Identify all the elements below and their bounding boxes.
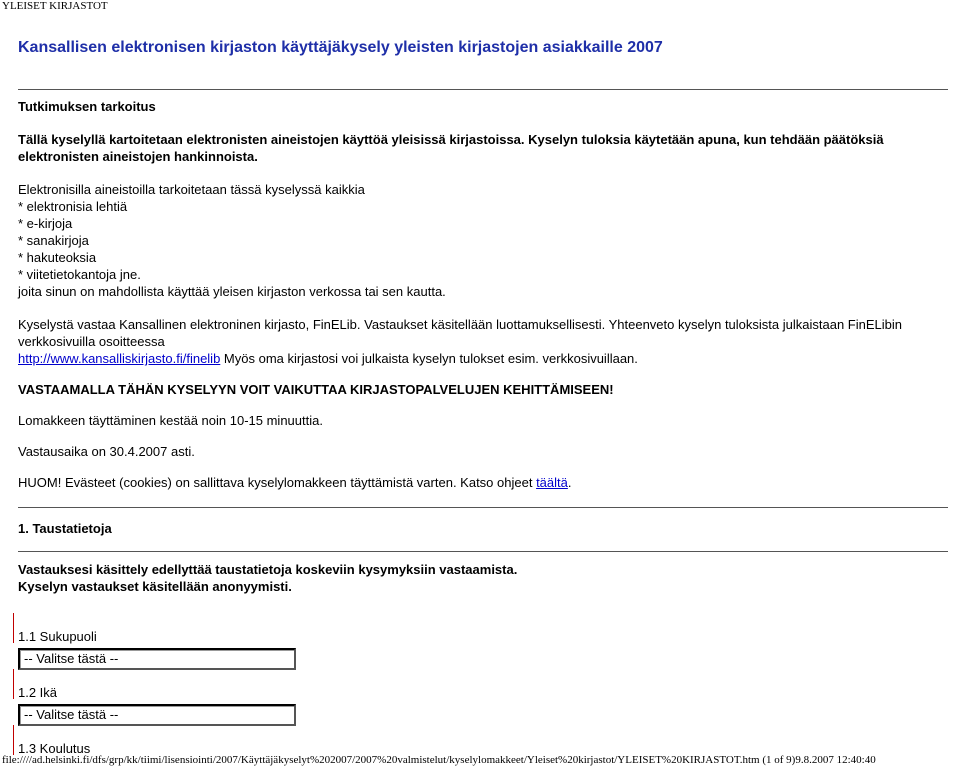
resources-outro: joita sinun on mahdollista käyttää yleisen kirjaston verkossa tai sen kautta. <box>18 284 446 299</box>
question-age <box>18 684 948 726</box>
required-marker <box>13 725 14 755</box>
cookies-link[interactable]: täältä <box>536 475 568 490</box>
survey-content <box>18 32 948 757</box>
resource-list <box>18 198 948 283</box>
duration-text: Lomakkeen täyttäminen kestää noin 10-15 minuuttia. <box>18 413 323 428</box>
question-label: 1.3 Koulutus <box>18 741 91 756</box>
cookies-notice <box>18 474 948 491</box>
gender-select[interactable]: -- Valitse tästä -- <box>18 648 296 670</box>
purpose-paragraph: Tällä kyselyllä kartoitetaan elektronisten aineistojen käyttöä yleisissä kirjastoissa. Kyselyn tuloksia käytetään apuna, kun tehdään päätöksiä elektronisten aineistojen hankinnoista. <box>18 132 884 164</box>
question-label: 1.1 Sukupuoli <box>18 629 97 644</box>
finelib-link[interactable]: http://www.kansalliskirjasto.fi/finelib <box>18 351 221 366</box>
print-header-title: YLEISET KIRJASTOT <box>2 0 108 12</box>
divider-section <box>18 507 948 508</box>
capital-notice: VASTAAMALLA TÄHÄN KYSELYYN VOIT VAIKUTTAA KIRJASTOPALVELUJEN KEHITTÄMISEEN! <box>18 382 614 397</box>
purpose-heading: Tutkimuksen tarkoitus <box>18 99 156 114</box>
deadline-text: Vastausaika on 30.4.2007 asti. <box>18 444 195 459</box>
age-select[interactable]: -- Valitse tästä -- <box>18 704 296 726</box>
question-gender <box>18 628 948 670</box>
divider-section1 <box>18 551 948 552</box>
list-item: * e-kirjoja <box>18 216 73 231</box>
question-label: 1.2 Ikä <box>18 685 58 700</box>
cookies-end: . <box>567 475 572 490</box>
required-marker <box>13 669 14 699</box>
divider-top <box>18 89 948 90</box>
resources-intro: Elektronisilla aineistoilla tarkoitetaan tässä kyselyssä kaikkia <box>18 182 365 197</box>
list-item: * viitetietokantoja jne. <box>18 267 141 282</box>
section1-note-1: Vastauksesi käsittely edellyttää taustatietoja koskeviin kysymyksiin vastaamista. <box>18 562 518 577</box>
cookies-text: HUOM! Evästeet (cookies) on sallittava kyselylomakkeen täyttämistä varten. Katso ohjeet <box>18 475 537 490</box>
print-footer-path: file:////ad.helsinki.fi/dfs/grp/kk/tiimi/lisensiointi/2007/Käyttäjäkyselyt%202007/2007%20valmistelut/kyselylomakkeet/Yleiset%20kirjastot/YLEISET%20KIRJASTOT.htm (1 of 9)9.8.2007 12:40:40 <box>2 754 876 766</box>
page-title: Kansallisen elektronisen kirjaston käyttäjäkysely yleisten kirjastojen asiakkaille 2007 <box>18 39 663 56</box>
list-item: * hakuteoksia <box>18 250 97 265</box>
section1-heading: 1. Taustatietoja <box>18 521 112 536</box>
section1-note-2: Kyselyn vastaukset käsitellään anonyymisti. <box>18 579 292 594</box>
finelib-after: Myös oma kirjastosi voi julkaista kyselyn tulokset esim. verkkosivuillaan. <box>220 351 638 366</box>
finelib-paragraph <box>18 316 948 367</box>
finelib-text: Kyselystä vastaa Kansallinen elektroninen kirjasto, FinELib. Vastaukset käsitellään luottamuksellisesti. Yhteenveto kyselyn tuloksista julkaistaan FinELibin verkkosivuilla osoitteessa <box>18 317 902 349</box>
list-item: * elektronisia lehtiä <box>18 199 128 214</box>
required-marker <box>13 613 14 643</box>
list-item: * sanakirjoja <box>18 233 89 248</box>
